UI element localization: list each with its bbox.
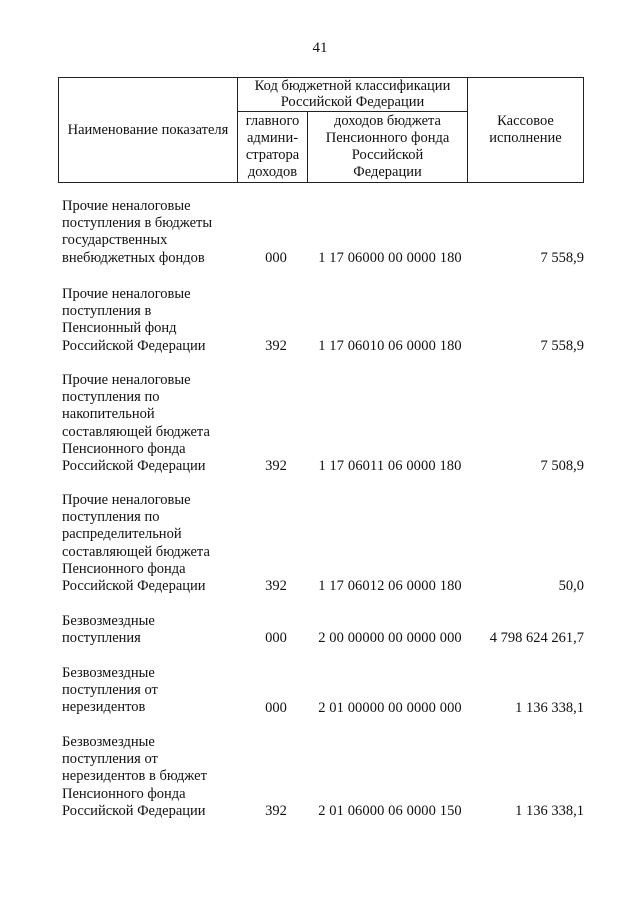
row-name: Прочие неналоговые поступления в Пенсионный фонд Российской Федерации [62, 286, 206, 354]
row-budget-code: 1 17 06011 06 0000 180 [318, 458, 462, 474]
row-amount: 4 798 624 261,7 [489, 630, 584, 646]
header-amount-line: исполнение [489, 130, 562, 146]
row-amount: 7 508,9 [540, 458, 584, 474]
row-budget-code: 2 00 00000 00 0000 000 [318, 630, 462, 646]
row-amount: 1 136 338,1 [515, 700, 584, 716]
page-number: 41 [312, 40, 328, 56]
header-admin-line: стратора [245, 147, 300, 163]
header-code-line: Пенсионного фонда [325, 130, 450, 146]
header-code-line: Российской [351, 147, 424, 163]
row-amount: 7 558,9 [540, 338, 584, 354]
header-admin-line: админи- [246, 130, 299, 146]
row-name: Безвозмездные поступления от нерезидентов [62, 665, 158, 716]
row-name: Прочие неналоговые поступления по распределительной составляющей бюджета Пенсионного фонда Российской Федерации [62, 492, 210, 595]
header-code-group-line1: Код бюджетной классификации [254, 78, 451, 94]
row-name: Безвозмездные поступления [62, 613, 155, 647]
row-admin-code: 000 [265, 630, 287, 646]
row-budget-code: 2 01 00000 00 0000 000 [318, 700, 462, 716]
row-budget-code: 1 17 06010 06 0000 180 [318, 338, 462, 354]
row-amount: 50,0 [558, 578, 584, 594]
row-amount: 7 558,9 [540, 250, 584, 266]
row-admin-code: 000 [265, 250, 287, 266]
row-budget-code: 2 01 06000 06 0000 150 [318, 803, 462, 819]
header-admin-line: доходов [247, 164, 298, 180]
header-code-line: доходов бюджета [334, 113, 441, 129]
header-code-line: Федерации [353, 164, 422, 180]
row-admin-code: 000 [265, 700, 287, 716]
row-budget-code: 1 17 06012 06 0000 180 [318, 578, 462, 594]
row-admin-code: 392 [265, 338, 287, 354]
row-name: Прочие неналоговые поступления в бюджеты государственных внебюджетных фондов [62, 198, 213, 266]
row-name: Безвозмездные поступления от нерезидентов в бюджет Пенсионного фонда Российской Федерации [62, 734, 207, 819]
header-code-group-line2: Российской Федерации [280, 94, 425, 110]
row-admin-code: 392 [265, 578, 287, 594]
row-name: Прочие неналоговые поступления по накопительной составляющей бюджета Пенсионного фонда Российской Федерации [62, 372, 210, 475]
header-name-label: Наименование показателя [67, 122, 229, 138]
header-amount-line: Кассовое [497, 113, 554, 129]
row-budget-code: 1 17 06000 00 0000 180 [318, 250, 462, 266]
row-admin-code: 392 [265, 458, 287, 474]
header-divider-group [237, 111, 468, 112]
row-amount: 1 136 338,1 [515, 803, 584, 819]
row-admin-code: 392 [265, 803, 287, 819]
header-admin-line: главного [245, 113, 300, 129]
